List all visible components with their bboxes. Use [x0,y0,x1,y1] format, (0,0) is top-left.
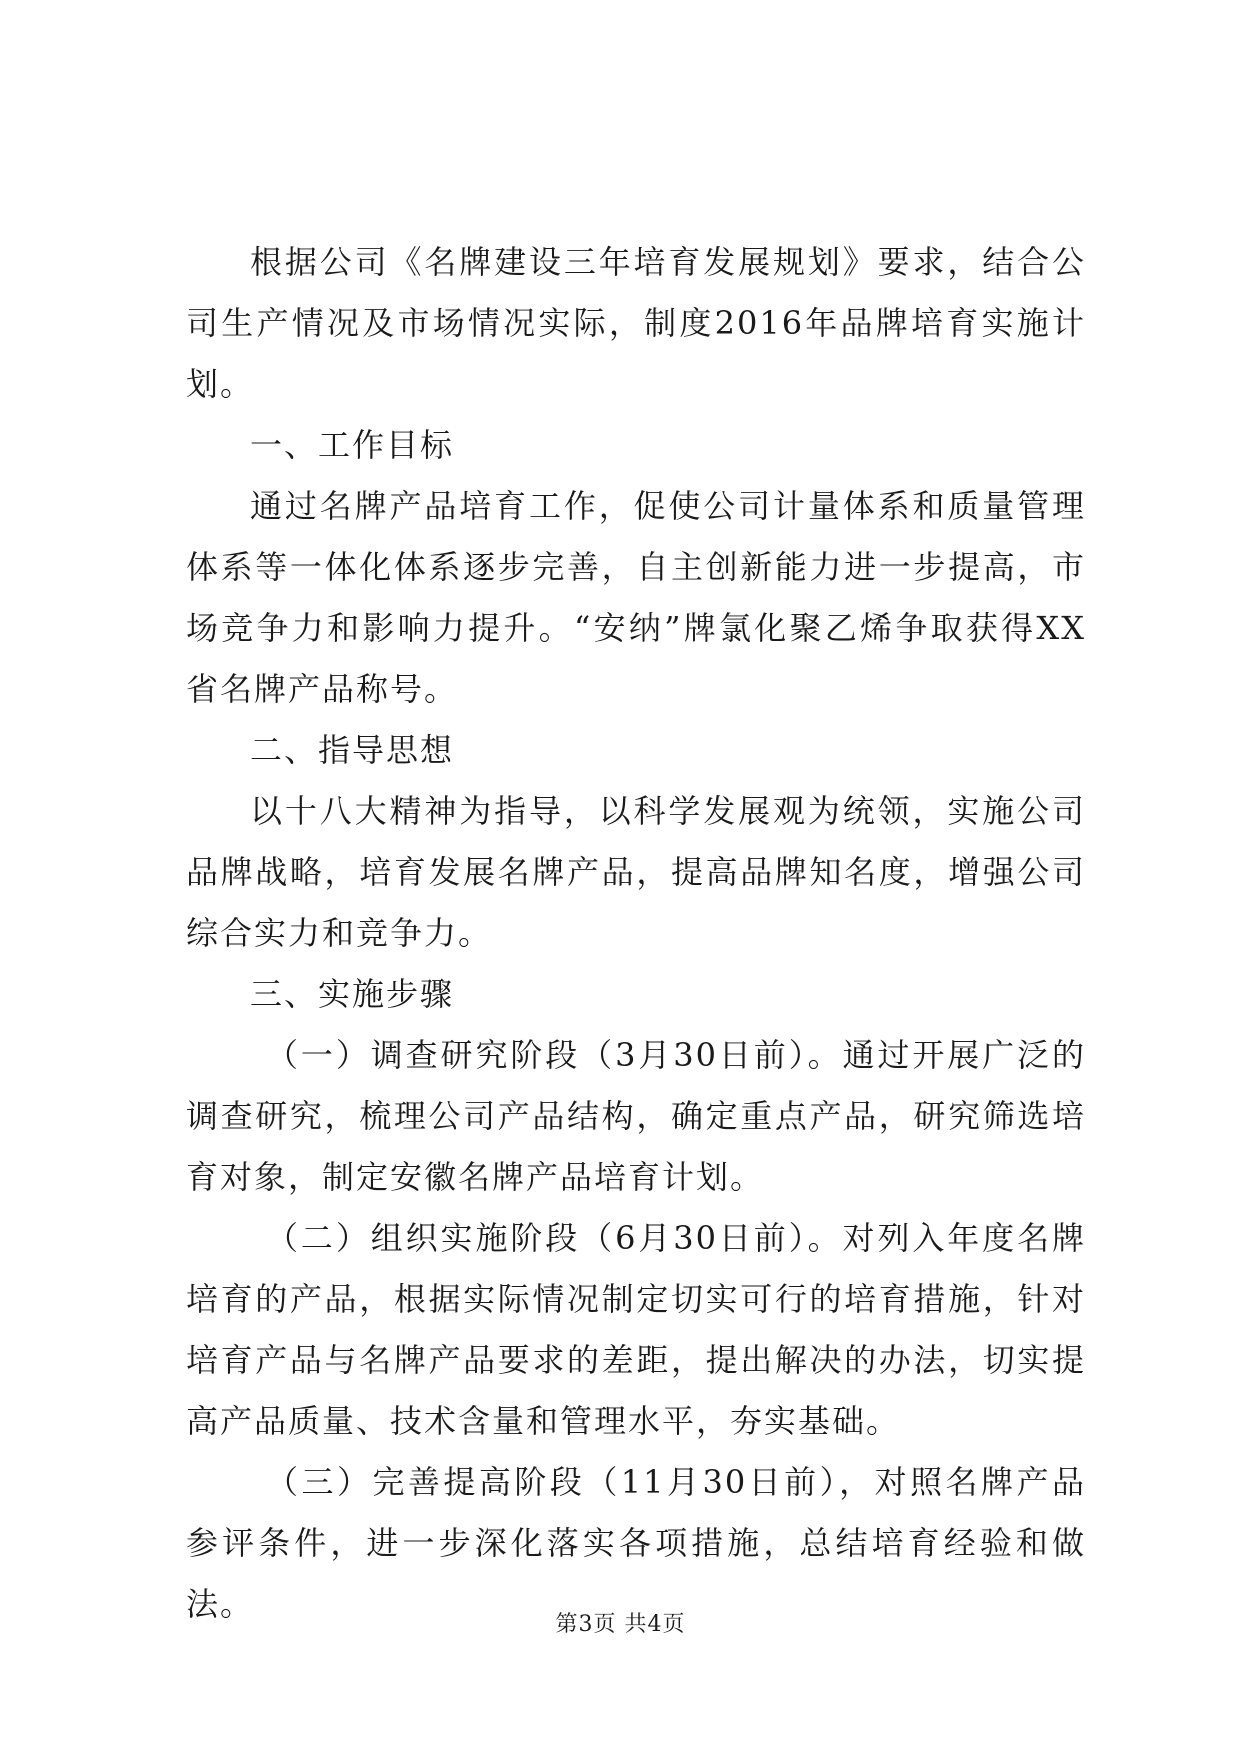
step-paragraph-improvement: （三）完善提高阶段（11月30日前），对照名牌产品参评条件，进一步深化落实各项措施，总结培育经验和做法。 [186,1463,1086,1623]
page-number-footer: 第3页 共4页 [555,1612,686,1637]
section-paragraph-guiding-ideology: 以十八大精神为指导，以科学发展观为统领，实施公司品牌战略，培育发展名牌产品，提高品牌知名度，增强公司综合实力和竞争力。 [186,792,1086,952]
step-paragraph-research: （一）调查研究阶段（3月30日前）。通过开展广泛的调查研究，梳理公司产品结构，确定重点产品，研究筛选培育对象，制定安徽名牌产品培育计划。 [186,1036,1086,1196]
section-heading-goals: 一、工作目标 [250,426,455,464]
step-paragraph-implementation: （二）组织实施阶段（6月30日前）。对列入年度名牌培育的产品，根据实际情况制定切实可行的培育措施，针对培育产品与名牌产品要求的差距，提出解决的办法，切实提高产品质量、技术含量和管理水平，夯实基础。 [186,1219,1086,1440]
document-body [186,232,1086,1635]
intro-paragraph: 根据公司《名牌建设三年培育发展规划》要求，结合公司生产情况及市场情况实际，制度2016年品牌培育实施计划。 [186,243,1086,403]
section-heading-guiding-ideology: 二、指导思想 [250,731,455,769]
section-paragraph-goals: 通过名牌产品培育工作，促使公司计量体系和质量管理体系等一体化体系逐步完善，自主创新能力进一步提高，市场竞争力和影响力提升。“安纳”牌氯化聚乙烯争取获得XX省名牌产品称号。 [186,487,1086,708]
section-heading-implementation-steps: 三、实施步骤 [250,975,455,1013]
